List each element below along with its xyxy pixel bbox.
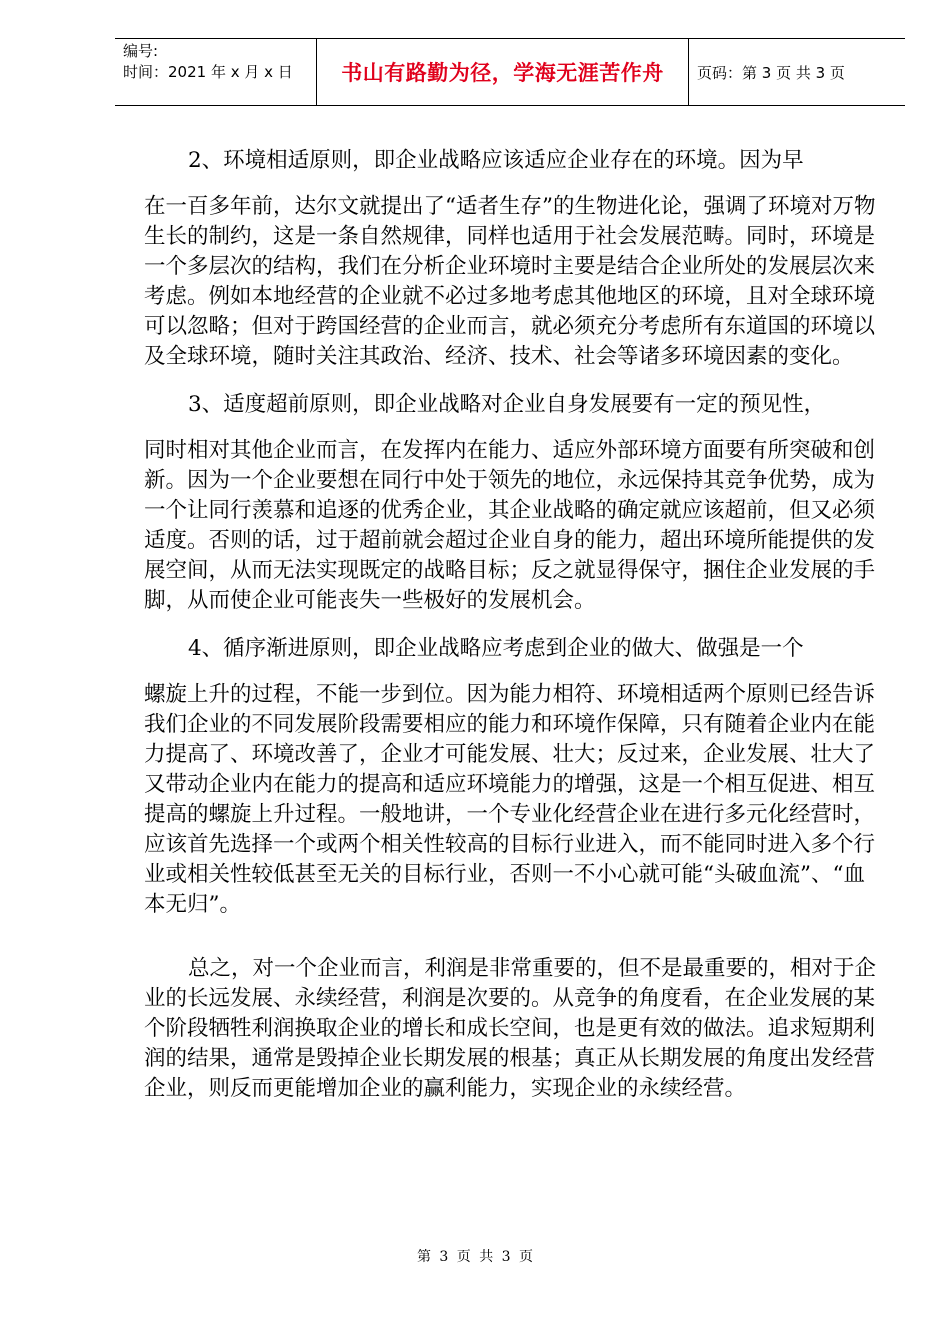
paragraph-spacer [144, 616, 884, 634]
conclusion-text: 总之，对一个企业而言，利润是非常重要的，但不是最重要的，相对于企业的长远发展、永续经营，利润是次要的。从竞争的角度看，在企业发展的某个阶段牺牲利润换取企业的增长和成长空间，也是更有效的做法。追求短期利润的结果，通常是毁掉企业长期发展的根基；真正从长期发展的角度出发经营企业，则反而更能增加企业的赢利能力，实现企业的永续经营。 [144, 956, 877, 1101]
document-body [144, 146, 884, 1104]
header-page-label: 页码：第 3 页 共 3 页 [697, 63, 845, 82]
document-time-label: 时间：2021 年 x 月 x 日 [123, 63, 293, 81]
paragraph-spacer [144, 372, 884, 390]
paragraph-first-line: 2、环境相适原则，即企业战略应该适应企业存在的环境。因为早 [188, 148, 804, 173]
paragraph-body: 螺旋上升的过程，不能一步到位。因为能力相符、环境相适两个原则已经告诉我们企业的不同发展阶段需要相应的能力和环境作保障，只有随着企业内在能力提高了、环境改善了，企业才可能发展、壮大；反过来，企业发展、壮大了又带动企业内在能力的提高和适应环境能力的增强，这是一个相互促进、相互提高的螺旋上升过程。一般地讲，一个专业化经营企业在进行多元化经营时，应该首先选择一个或两个相关性较高的目标行业进入，而不能同时进入多个行业或相关性较低甚至无关的目标行业，否则一不小心就可能“头破血流”、“血本无归”。 [144, 682, 876, 917]
paragraph-principle-4 [144, 634, 884, 920]
paragraph-principle-3 [144, 390, 884, 616]
paragraph-first-line: 3、适度超前原则，即企业战略对企业自身发展要有一定的预见性， [188, 392, 826, 417]
paragraph-conclusion [144, 954, 884, 1104]
paragraph-spacer [144, 920, 884, 954]
page-header [115, 38, 905, 106]
paragraph-first-line: 4、循序渐进原则，即企业战略应考虑到企业的做大、做强是一个 [188, 636, 804, 661]
header-meta-cell [115, 39, 317, 105]
motto-text: 书山有路勤为径，学海无涯苦作舟 [341, 61, 664, 85]
paragraph-body: 在一百多年前，达尔文就提出了“适者生存”的生物进化论，强调了环境对万物生长的制约，这是一条自然规律，同样也适用于社会发展范畴。同时，环境是一个多层次的结构，我们在分析企业环境时主要是结合企业所处的发展层次来考虑。例如本地经营的企业就不必过多地考虑其他地区的环境，且对全球环境可以忽略；但对于跨国经营的企业而言，就必须充分考虑所有东道国的环境以及全球环境，随时关注其政治、经济、技术、社会等诸多环境因素的变化。 [144, 194, 876, 369]
document-number-label: 编号: [123, 42, 159, 60]
header-page-info [689, 39, 905, 105]
page-footer [0, 1246, 950, 1266]
header-motto [317, 39, 689, 105]
footer-page-number: 第 3 页 共 3 页 [416, 1249, 534, 1265]
paragraph-principle-2 [144, 146, 884, 372]
paragraph-body: 同时相对其他企业而言，在发挥内在能力、适应外部环境方面要有所突破和创新。因为一个企业要想在同行中处于领先的地位，永远保持其竞争优势，成为一个让同行羡慕和追逐的优秀企业，其企业战略的确定就应该超前，但又必须适度。否则的话，过于超前就会超过企业自身的能力，超出环境所能提供的发展空间，从而无法实现既定的战略目标；反之就显得保守，捆住企业发展的手脚，从而使企业可能丧失一些极好的发展机会。 [144, 438, 876, 613]
